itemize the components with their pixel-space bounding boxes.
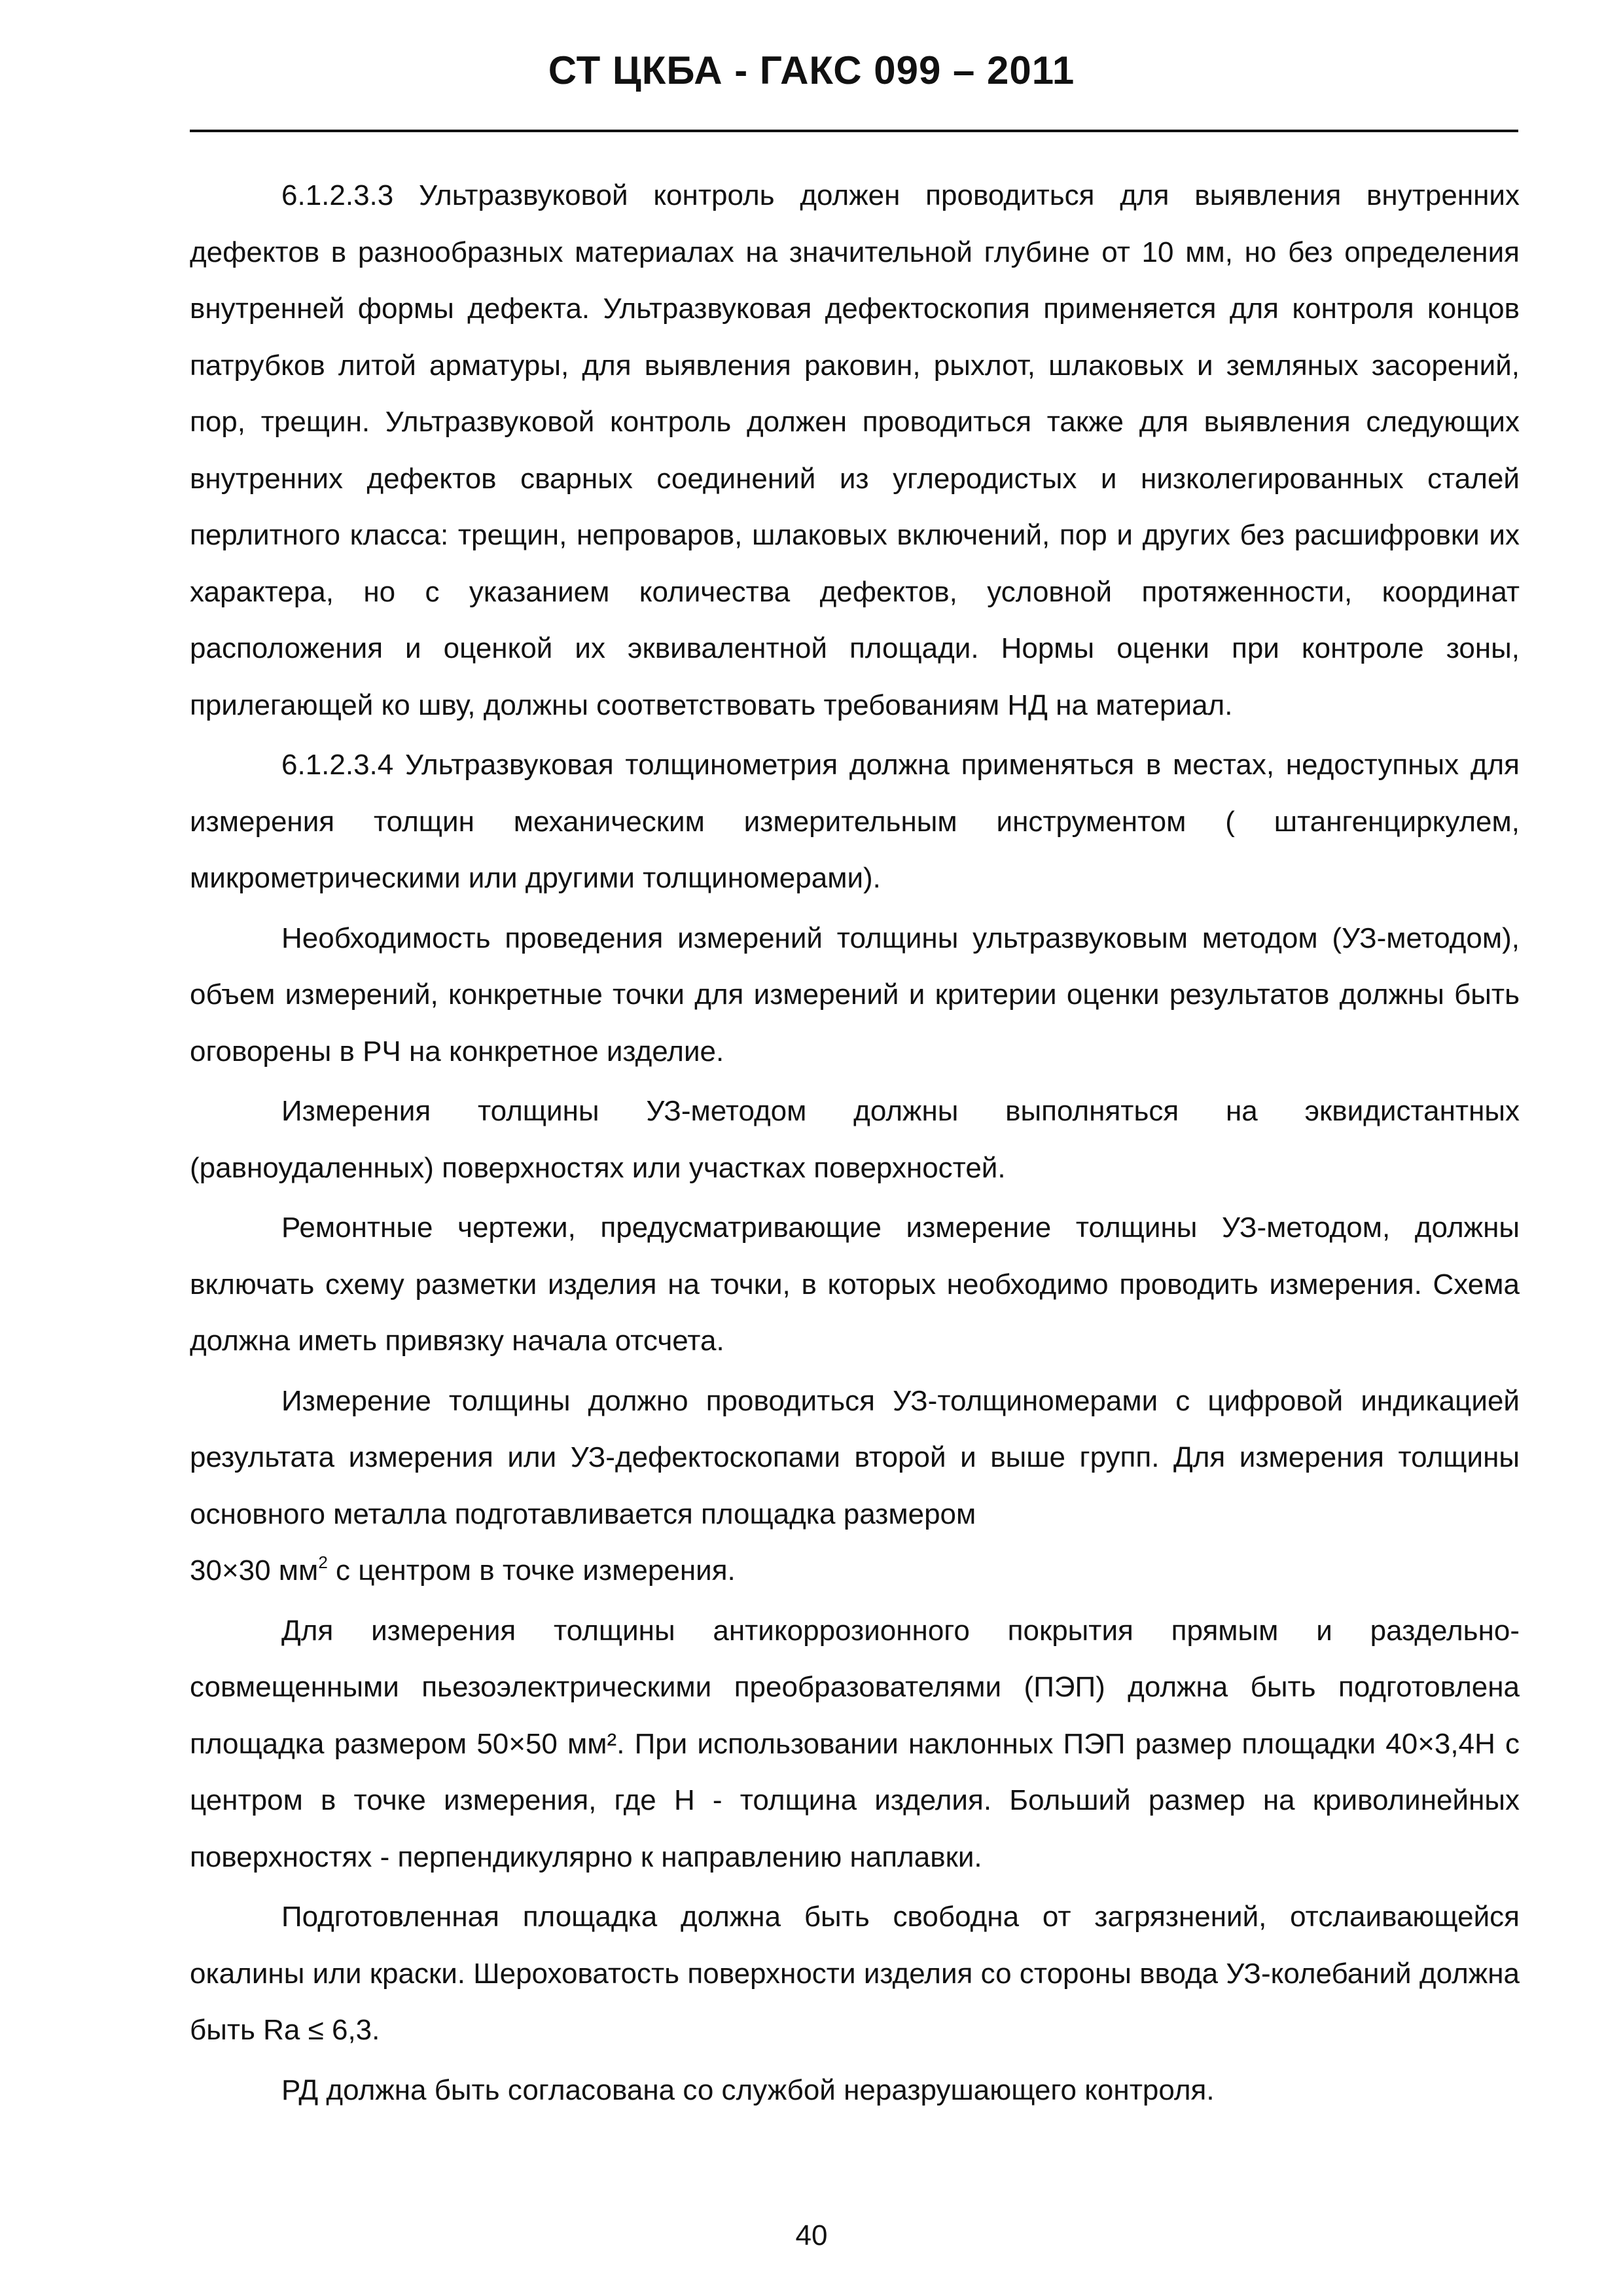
paragraph-repair-drawings: Ремонтные чертежи, предусматривающие измерение толщины УЗ-методом, должны включать схему разметки изделия на точки, в которых необходимо проводить измерения. Схема должна иметь привязку начала отсчета. <box>190 1211 1520 1357</box>
measure-area-line <box>190 1543 1520 1600</box>
document-body <box>190 168 1520 2119</box>
measure-area-size: 30×30 мм <box>190 1554 319 1587</box>
document-header: СТ ЦКБА - ГАКС 099 – 2011 <box>548 48 1075 92</box>
page-number: 40 <box>795 2219 828 2251</box>
paragraph-6-1-2-3-3: 6.1.2.3.3 Ультразвуковой контроль должен проводиться для выявления внутренних дефектов в разнообразных материалах на значительной глубине от 10 мм, но без определения внутренней формы дефекта. Ультразвуковая дефектоскопия применяется для контроля концов патрубков литой арматуры, для выявления раковин, рыхлот, шлаковых и земляных засорений, пор, трещин. Ультразвуковой контроль должен проводиться также для выявления следующих внутренних дефектов сварных соединений из углеродистых и низколегированных сталей перлитного класса: трещин, непроваров, шлаковых включений, пор и других без расшифровки их характера, но с указанием количества дефектов, условной протяженности, координат расположения и оценкой их эквивалентной площади. Нормы оценки при контроле зоны, прилегающей ко шву, должны соответствовать требованиям НД на материал. <box>190 179 1520 721</box>
paragraph-equidistant: Измерения толщины УЗ-методом должны выполняться на эквидистантных (равноудаленных) поверхностях или участках поверхностей. <box>190 1095 1520 1184</box>
paragraph-coating: Для измерения толщины антикоррозионного покрытия прямым и раздельно-совмещенными пьезоэлектрическими преобразователями (ПЭП) должна быть подготовлена площадка размером 50×50 мм². При использовании наклонных ПЭП размер площадки 40×3,4Н с центром в точке измерения, где Н - толщина изделия. Больший размер на криволинейных поверхностях - перпендикулярно к направлению наплавки. <box>190 1614 1520 1873</box>
measure-area-rest: с центром в точке измерения. <box>327 1554 736 1587</box>
paragraph-6-1-2-3-4: 6.1.2.3.4 Ультразвуковая толщинометрия должна применяться в местах, недоступных для измерения толщин механическим измерительным инструментом ( штангенциркулем, микрометрическими или другими толщиномерами). <box>190 749 1520 894</box>
paragraph-rd-approval: РД должна быть согласована со службой неразрушающего контроля. <box>281 2073 1215 2106</box>
paragraph-thickness-measurement: Измерение толщины должно проводиться УЗ-толщиномерами с цифровой индикацией результата измерения или УЗ-дефектоскопами второй и выше групп. Для измерения толщины основного металла подготавливается площадка размером <box>190 1384 1520 1530</box>
header-divider <box>190 130 1518 132</box>
paragraph-prepared-area: Подготовленная площадка должна быть свободна от загрязнений, отслаивающейся окалины или краски. Шероховатость поверхности изделия со стороны ввода УЗ-колебаний должна быть Ra ≤ 6,3. <box>190 1901 1520 2046</box>
paragraph-necessity: Необходимость проведения измерений толщины ультразвуковым методом (УЗ-методом), объем измерений, конкретные точки для измерений и критерии оценки результатов должны быть оговорены в РЧ на конкретное изделие. <box>190 922 1520 1067</box>
measure-area-exponent: 2 <box>318 1552 328 1572</box>
